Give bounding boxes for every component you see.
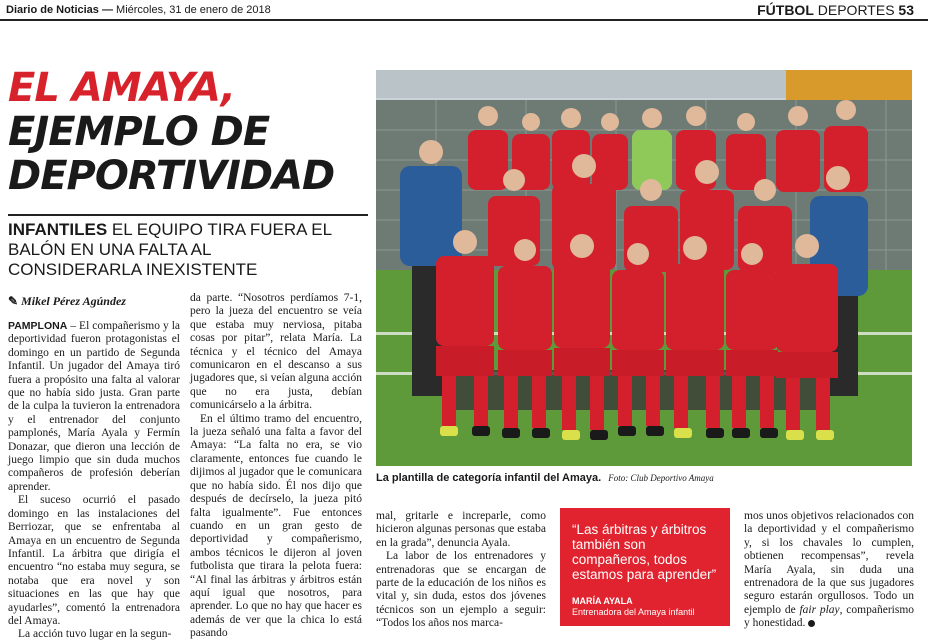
byline: [8, 294, 126, 309]
paragraph: mal, gritarle e increparle, como hicieron algunas personas que estaba en la grada”, denuncia Ayala.: [376, 510, 546, 549]
headline-line-3: DEPORTIVIDAD: [8, 153, 335, 199]
team-photo-illustration: [376, 70, 912, 466]
subhead-text: EL EQUIPO TIRA FUERA EL BALÓN EN UNA FALTA AL CONSIDERARLA INEXISTENTE: [8, 220, 332, 279]
headline-line-1: EL AMAYA,: [8, 65, 235, 111]
article-column-4: [744, 510, 914, 631]
pull-quote: [560, 508, 730, 626]
pull-quote-name: MARÍA AYALA: [572, 596, 633, 606]
header-dash: —: [101, 4, 113, 16]
article-column-2: [190, 292, 362, 641]
team-photo: [376, 70, 912, 466]
coach-jacket: [400, 166, 462, 266]
paragraph-text: , compañerismo y honestidad.: [744, 603, 915, 630]
pull-quote-role: Entrenadora del Amaya infantil: [572, 607, 695, 617]
subhead-rule: [8, 214, 368, 216]
end-of-article-icon: [808, 620, 815, 627]
paragraph-text: mos unos objetivos relacionados con la deportividad y el compañerismo y, si los chavales lo cumplen, obtienen recompensas”, revela María Ayala, sin duda una entrenadora de la que sus jugadores seguro estarán orgullosos. Todo un ejemplo de: [744, 510, 914, 616]
author-name: Mikel Pérez Agúndez: [21, 294, 126, 308]
pull-quote-text: “Las árbitras y árbitros también son compañeros, todos estamos para aprender”: [572, 522, 717, 582]
paragraph: La acción tuvo lugar en la segun-: [18, 628, 172, 641]
caption-text: La plantilla de categoría infantil del Amaya.: [376, 472, 602, 484]
paragraph: La labor de los entrenadores y entrenadoras que se encargan de parte de la educación de los niños es vital y, sin duda, estos dos jóvenes técnicos son un ejemplo a seguir: “Todos los años nos marca-: [376, 550, 546, 630]
article-column-1: [8, 320, 180, 642]
pen-icon: ✎: [8, 294, 19, 308]
location-tag: PAMPLONA: [8, 320, 68, 332]
header-date: Miércoles, 31 de enero de 2018: [116, 4, 271, 16]
header-dateline: [6, 4, 271, 16]
article-column-3: [376, 510, 546, 631]
paragraph: da parte. “Nosotros perdíamos 7-1, pero la jueza del encuentro se veía que estaba muy nerviosa, pitaba cosas por pitar”, relata María. La técnica y el técnico del Amaya comunicaron en el descanso a sus jugadores que, si veían alguna acción que no era justa, debían comunicárselo a la árbitra.: [190, 292, 362, 412]
photo-credit: Foto: Club Deportivo Amaya: [608, 473, 714, 483]
page-header: [0, 0, 928, 20]
subhead-kicker: INFANTILES: [8, 220, 108, 239]
paragraph: [8, 320, 180, 494]
section-label: [757, 2, 914, 18]
header-rule: [0, 19, 928, 21]
paragraph: En el último tramo del encuentro, la jueza señaló una falta a favor del Amaya: “La falta no era, se vio claramente, entonces fue cuando le dijimos al jugador que le comunicara que no había sido. Él nos dijo que después de decírselo, la jueza pitó falta igualmente”. Fue entonces cuando en un gran gesto de deportividad y compañerismo, ambos técnicos le dijeron al joven futbolista que tirara la pelota fuera: “Al final las árbitras y árbitros están aquí igual que nosotros, para aprender. Lo que no hay que hacer es además de ver que la chica lo está pasando: [190, 412, 362, 640]
paragraph: [744, 510, 914, 631]
headline: [8, 66, 368, 198]
section-main: FÚTBOL: [757, 2, 814, 18]
newspaper-name: Diario de Noticias: [6, 4, 99, 16]
subheadline: [8, 220, 348, 280]
emphasis-text: fair play: [799, 603, 840, 616]
pull-quote-body: Las árbitras y árbitros también son compañeros, todos estamos para aprender”: [572, 522, 717, 582]
section-sub: DEPORTES: [817, 2, 895, 18]
photo-caption: [376, 472, 912, 484]
paragraph: El suceso ocurrió el pasado domingo en las instalaciones del Berriozar, que se enfrentaba al Amaya en un encuentro de Segunda Infantil. La árbitra que dirigía el encuentro “no estaba muy segura, se notaba que era novel y son situaciones en las que hay que ayudarles”, comentó la entrenadora del Amaya.: [8, 494, 180, 627]
paragraph-text: – El compañerismo y la deportividad fueron protagonistas el domingo en un partido de Segunda Infantil. Un jugador del Amaya tiró fuera a propósito una falta al valorar que no había sido justa. Gran parte de la culpa la tuvieron la entrenadora y el entrenador del conjunto pamplonés, María Ayala y Fermín Donazar, que dieron una lección de juego limpio que sin duda muchos compañeros de profesión deberían aprender.: [8, 320, 180, 493]
page-number: 53: [898, 2, 914, 18]
headline-line-2: EJEMPLO DE: [8, 109, 270, 155]
